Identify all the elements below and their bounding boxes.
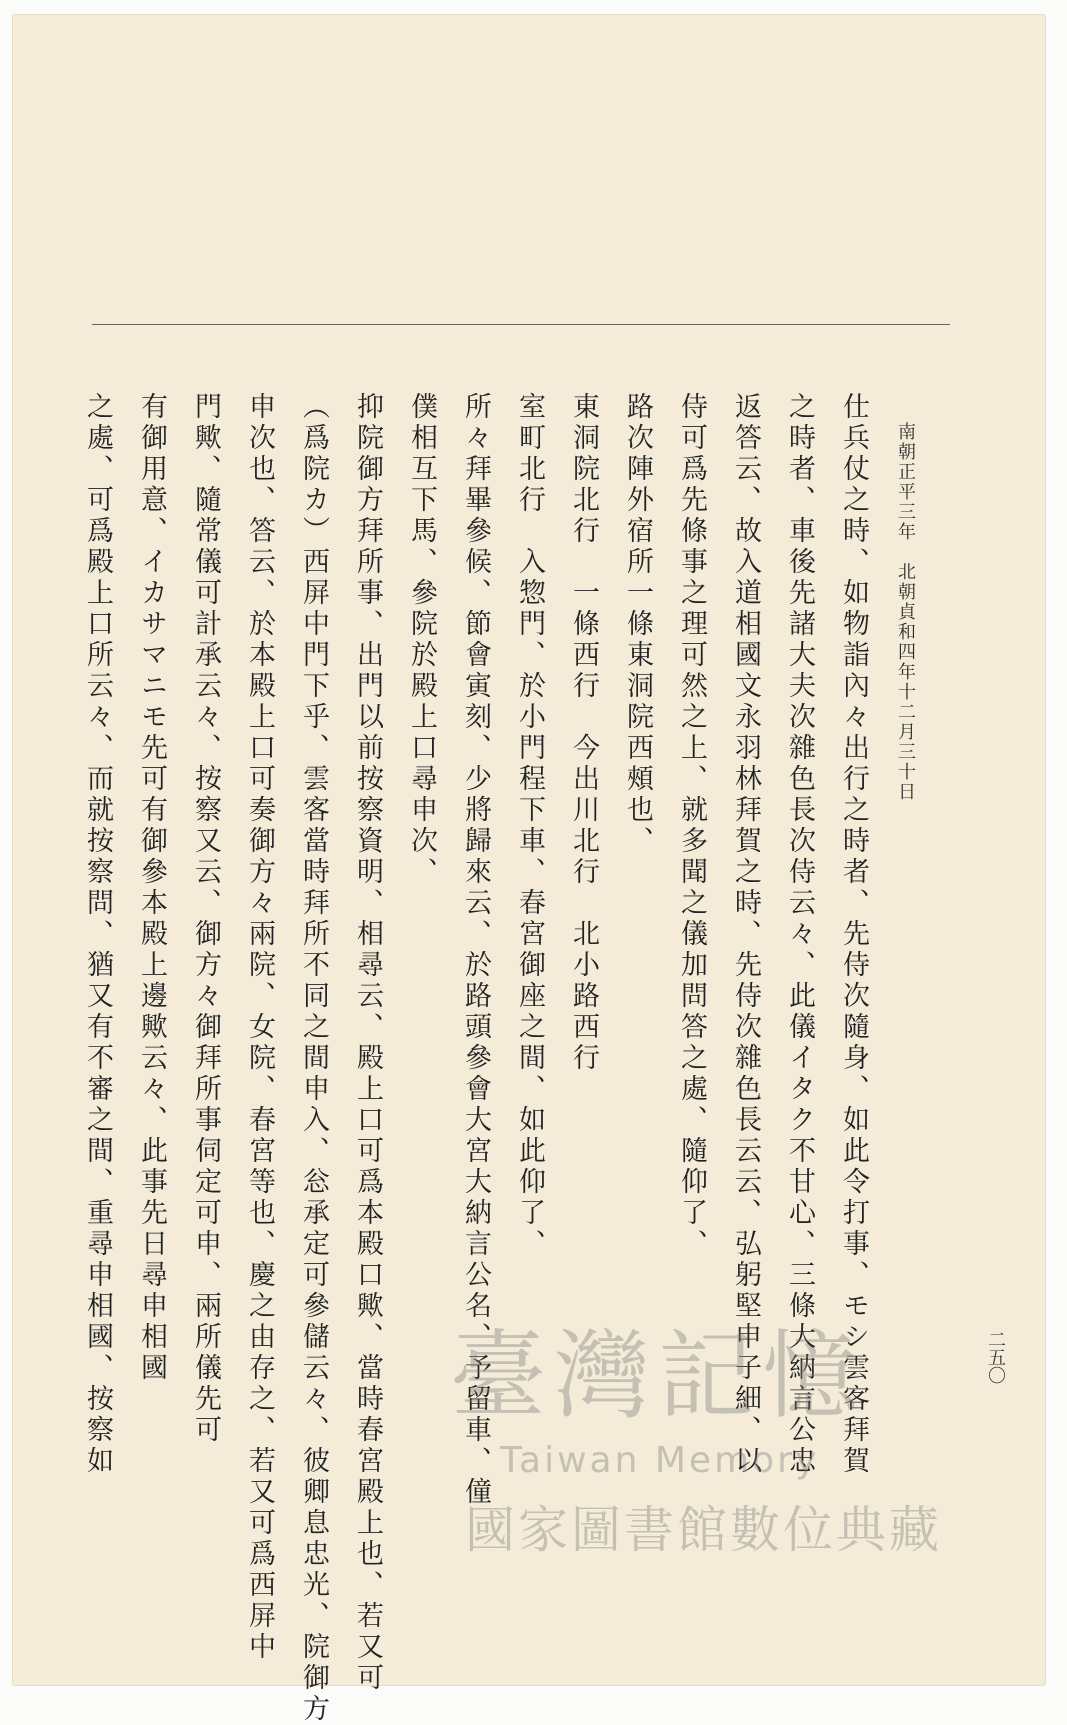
watermark-title: 臺灣記憶 (450, 1320, 866, 1432)
text-column-2: 之時者、車後先諸大夫次雜色長次侍云々、此儀イタク不甘心、三條大納言公忠 (784, 392, 815, 1477)
text-column-3: 返答云、故入道相國文永羽林拜賀之時、先侍次雜色長云云、弘躬堅申子細、以 (730, 392, 761, 1477)
text-column-12: 申次也、答云、於本殿上口可奏御方々兩院、女院、春宮等也、慶之由存之、若又可爲西屏中 (244, 392, 275, 1663)
text-column-7: 室町北行 入惣門、於小門程下車、春宮御座之間、如此仰了、 (514, 392, 545, 1260)
text-column-8: 所々拜畢參候、節會寅刻、少將歸來云、於路頭參會大宮大納言公名、予留車、僮 (460, 392, 491, 1508)
text-column-11: （爲院カ）西屏中門下乎、雲客當時拜所不同之間申入、忩承定可參儲云々、彼卿息忠光、院御方 (298, 392, 329, 1725)
watermark-org: 國家圖書館數位典藏 (465, 1501, 942, 1559)
page-number: 二五〇 (985, 1330, 1006, 1384)
text-column-14: 有御用意、イカサマニモ先可有御參本殿上邊歟云々、此事先日尋申相國 (136, 392, 167, 1384)
text-column-13: 門歟、隨常儀可計承云々、按察又云、御方々御拜所事伺定可申、兩所儀先可 (190, 392, 221, 1446)
text-column-5: 路次陣外宿所一條東洞院西頰也、 (622, 392, 653, 857)
text-column-15: 之處、可爲殿上口所云々、而就按察問、猶又有不審之間、重尋申相國、按察如 (82, 392, 113, 1477)
text-column-6: 東洞院北行 一條西行 今出川北行 北小路西行 (568, 392, 599, 1074)
watermark-subtitle: Taiwan Memory (500, 1440, 820, 1481)
text-column-10: 抑院御方拜所事、出門以前按察資明、相尋云、殿上口可爲本殿口歟、當時春宮殿上也、若又可 (352, 392, 383, 1694)
header-rule (92, 324, 950, 325)
text-column-4: 侍可爲先條事之理可然之上、就多聞之儀加問答之處、隨仰了、 (676, 392, 707, 1260)
text-column-9: 僕相互下馬、參院於殿上口尋申次、 (406, 392, 437, 888)
running-title: 南朝正平三年 北朝貞和四年十二月三十日 (895, 422, 916, 802)
text-column-1: 仕兵仗之時、如物詣內々出行之時者、先侍次隨身、如此令打事、モシ雲客拜賀 (838, 392, 869, 1477)
